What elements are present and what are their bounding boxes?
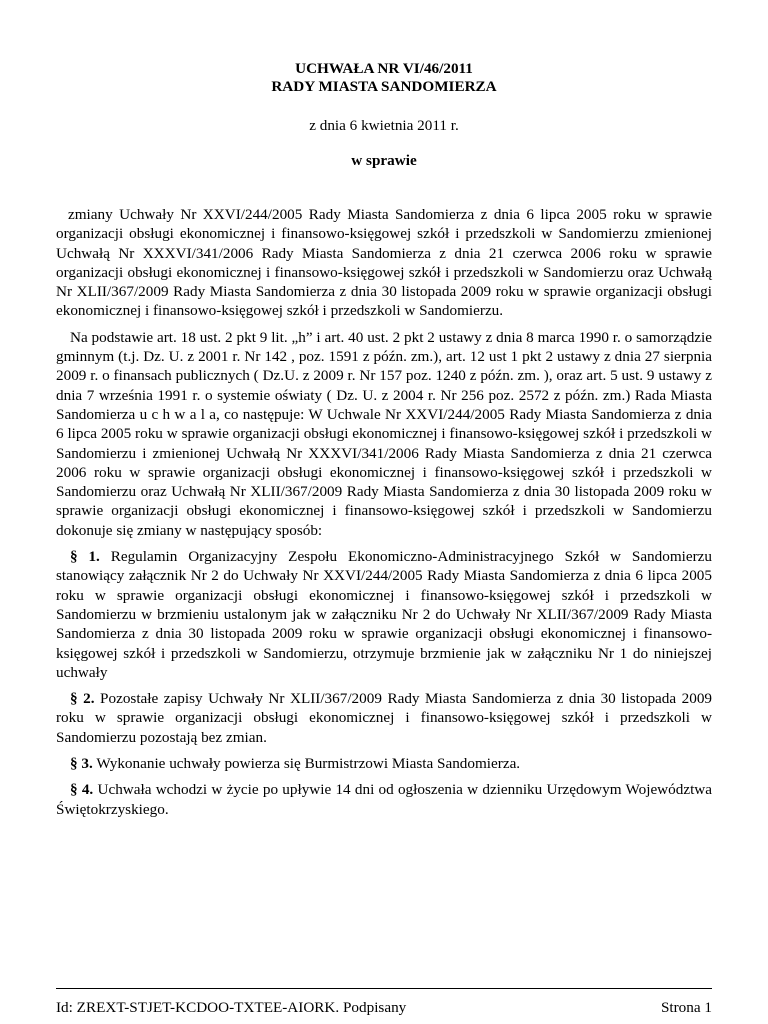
page-footer [56, 988, 712, 1017]
subject-label: w sprawie [351, 152, 417, 169]
subject-paragraph: zmiany Uchwały Nr XXVI/244/2005 Rady Miasta Sandomierza z dnia 6 lipca 2005 roku w sprawie organizacji obsługi ekonomicznej i finansowo-księgowej szkół i przedszkoli w Sandomierzu zmienionej Uchwałą Nr XXXVI/341/2006 Rady Miasta Sandomierza z dnia 21 czerwca 2006 roku w sprawie organizacji obsługi ekonomicznej i finansowo-księgowej szkół i przedszkoli w Sandomierzu oraz Uchwałą Nr XLII/367/2009 Rady Miasta Sandomierza z dnia 30 listopada 2009 roku w sprawie organizacji obsługi ekonomicznej i finansowo-księgowej szkół i przedszkoli w Sandomierzu. [56, 206, 712, 320]
document-id: Id: ZREXT-STJET-KCDOO-TXTEE-AIORK. Podpisany [56, 999, 407, 1016]
section-label: § 4. [70, 781, 94, 799]
preamble-paragraph: Na podstawie art. 18 ust. 2 pkt 9 lit. „h” i art. 40 ust. 2 pkt 2 ustawy z dnia 8 marca 1990 r. o samorządzie gminnym (t.j. Dz. U. z 2001 r. Nr 142 , poz. 1591 z późn. zm.), art. 12 ust 1 pkt 2 ustawy z dnia 27 sierpnia 2009 r. o finansach publicznych ( Dz.U. z 2009 r. Nr 157 poz. 1240 z późn. zm. ), oraz art. 5 ust. 9 ustawy z dnia 7 września 1991 r. o systemie oświaty ( Dz. U. z 2004 r. Nr 256 poz. 2572 z późn. zm.) Rada Miasta Sandomierza u c h w a l a, co następuje: W Uchwale Nr XXVI/244/2005 Rady Miasta Sandomierza z dnia 6 lipca 2005 roku w sprawie organizacji obsługi ekonomicznej i finansowo-księgowej szkół i przedszkoli w Sandomierzu i zmienionej Uchwałą Nr XXXVI/341/2006 Rady Miasta Sandomierza z dnia 21 czerwca 2006 roku w sprawie organizacji obsługi ekonomicznej i finansowo-księgowej szkół i przedszkoli w Sandomierzu oraz Uchwałą Nr XLII/367/2009 Rady Miasta Sandomierza z dnia 30 listopada 2009 roku w sprawie organizacji obsługi ekonomicznej i finansowo-księgowej szkół i przedszkoli w Sandomierzu dokonuje się zmiany w następujący sposób: [56, 328, 712, 539]
section-text: Pozostałe zapisy Uchwały Nr XLII/367/2009 Rady Miasta Sandomierza z dnia 30 listopada 2009 roku w sprawie organizacji obsługi ekonomicznej i finansowo-księgowej szkół i przedszkoli w Sandomierzu pozostają bez zmian. [56, 690, 713, 746]
title-line-1: UCHWAŁA NR VI/46/2011 [295, 60, 473, 77]
section-label: § 1. [70, 548, 100, 566]
section-label: § 3. [70, 755, 93, 773]
section-text: Wykonanie uchwały powierza się Burmistrzowi Miasta Sandomierza. [96, 755, 521, 773]
section-paragraph-1 [56, 547, 712, 682]
section-paragraph-4 [56, 780, 712, 819]
section-paragraph-2 [56, 689, 712, 747]
section-label: § 2. [70, 690, 95, 708]
section-text: Uchwała wchodzi w życie po upływie 14 dni od ogłoszenia w dzienniku Urzędowym Województwa Świętokrzyskiego. [56, 781, 713, 818]
section-paragraph-3 [56, 754, 712, 773]
document-body [56, 205, 712, 826]
section-text: Regulamin Organizacyjny Zespołu Ekonomiczno-Administracyjnego Szkół w Sandomierzu stanowiący załącznik Nr 2 do Uchwały Nr XXVI/244/2005 Rady Miasta Sandomierza z dnia 6 lipca 2005 roku w sprawie organizacji obsługi ekonomicznej i finansowo-księgowej szkół i przedszkoli w Sandomierzu w brzmieniu ustalonym jak w załączniku Nr 2 do Uchwały Nr XLII/367/2009 Rady Miasta Sandomierza z dnia 30 listopada 2009 roku w sprawie organizacji obsługi ekonomicznej i finansowo-księgowej szkół i przedszkoli w Sandomierzu, otrzymuje brzmienie jak w załączniku Nr 1 do niniejszej uchwały [56, 548, 713, 681]
document-date: z dnia 6 kwietnia 2011 r. [309, 117, 459, 134]
page-number: Strona 1 [660, 999, 712, 1016]
title-line-2: RADY MIASTA SANDOMIERZA [271, 78, 497, 95]
document-title [0, 60, 768, 96]
